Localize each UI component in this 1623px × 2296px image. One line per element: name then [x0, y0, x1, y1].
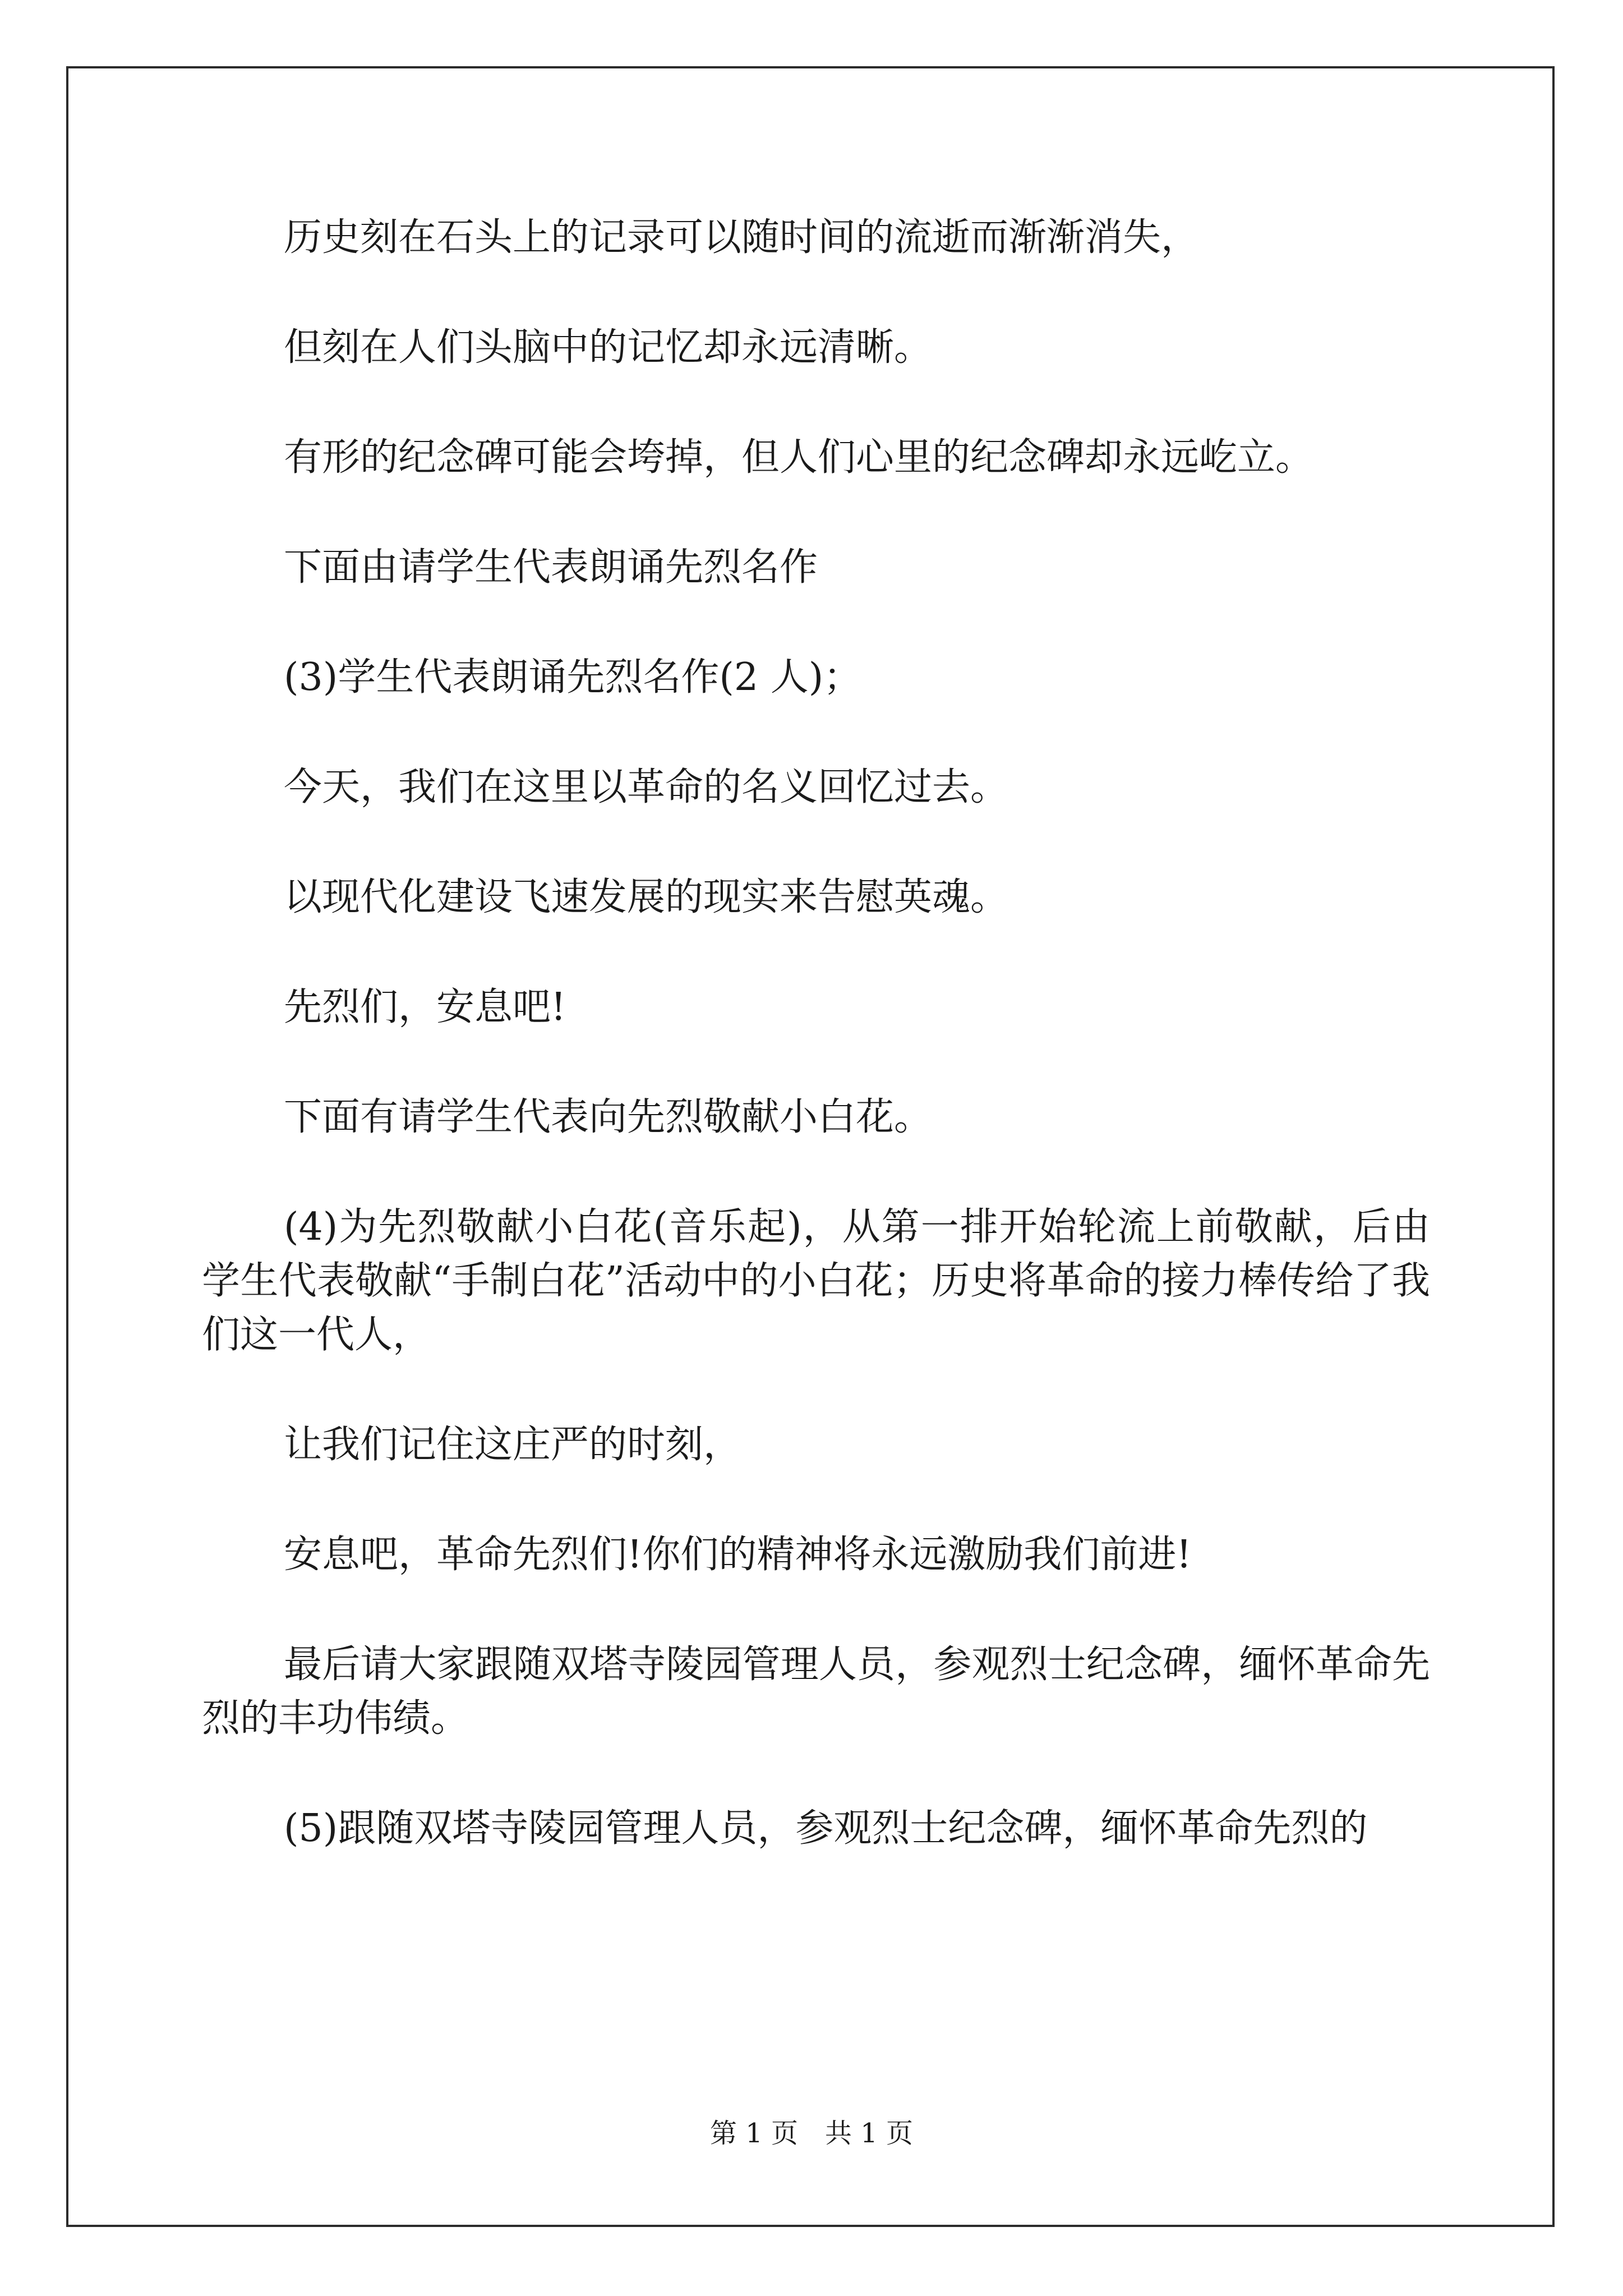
- page-footer: 第 1 页 共 1 页: [709, 2118, 914, 2149]
- paragraph: 先烈们，安息吧!: [284, 985, 566, 1029]
- paragraph: (4)为先烈敬献小白花(音乐起)，从第一排开始轮流上前敬献，后由学生代表敬献“手制白花”活动中的小白花；历史将革命的接力棒传给了我们这一代人，: [202, 1205, 1430, 1357]
- paragraph: 最后请大家跟随双塔寺陵园管理人员，参观烈士纪念碑，缅怀革命先烈的丰功伟绩。: [202, 1642, 1430, 1741]
- paragraph: (3)学生代表朗诵先烈名作(2 人)；: [284, 655, 862, 700]
- paragraph: 下面由请学生代表朗诵先烈名作: [284, 545, 818, 590]
- paragraph: 但刻在人们头脑中的记忆却永远清晰。: [284, 325, 933, 370]
- paragraph: (5)跟随双塔寺陵园管理人员，参观烈士纪念碑，缅怀革命先烈的: [284, 1806, 1368, 1851]
- paragraph: 以现代化建设飞速发展的现实来告慰英魂。: [284, 875, 1009, 919]
- document-body: [202, 211, 1430, 1856]
- paragraph: 有形的纪念碑可能会垮掉，但人们心里的纪念碑却永远屹立。: [284, 435, 1314, 480]
- paragraph: 历史刻在石头上的记录可以随时间的流逝而渐渐消失，: [284, 215, 1200, 260]
- paragraph: 安息吧，革命先烈们!你们的精神将永远激励我们前进!: [284, 1533, 1192, 1577]
- paragraph: 下面有请学生代表向先烈敬献小白花。: [284, 1095, 933, 1139]
- paragraph: 今天，我们在这里以革命的名义回忆过去。: [284, 765, 1009, 809]
- paragraph: 让我们记住这庄严的时刻，: [284, 1423, 742, 1467]
